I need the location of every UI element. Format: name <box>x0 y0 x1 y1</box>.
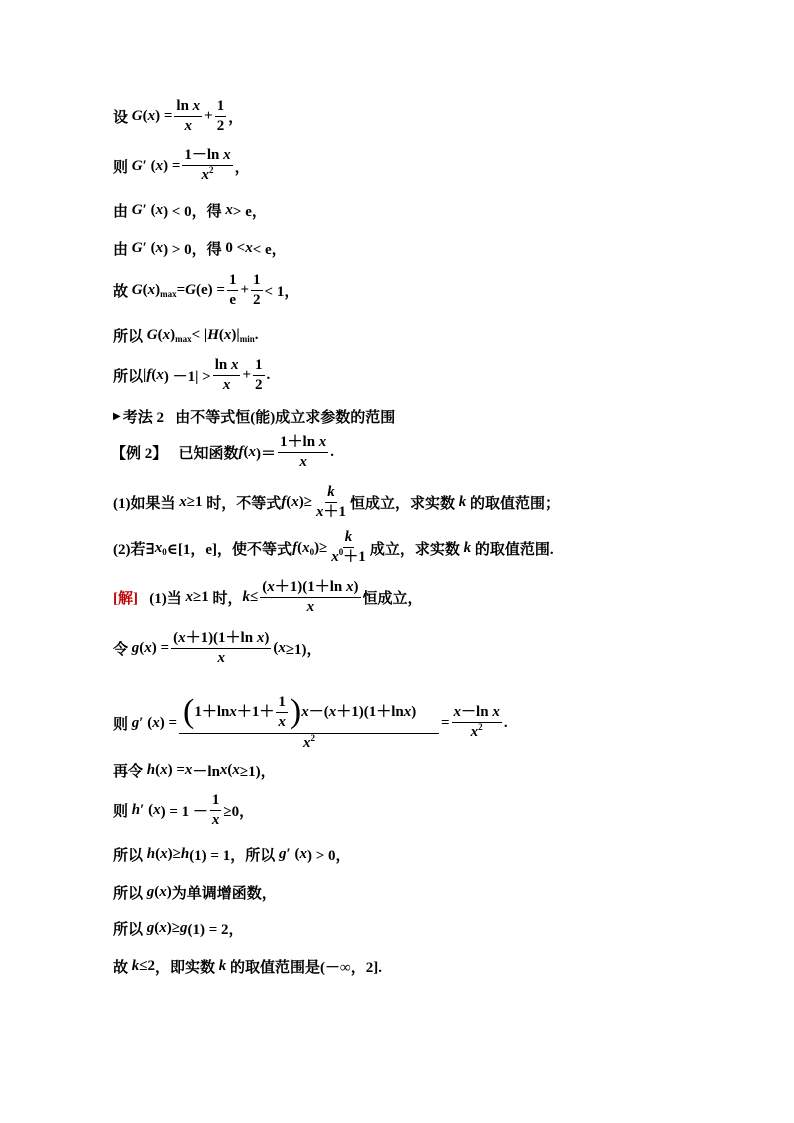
text: 所以 <box>113 885 144 902</box>
text: 令 <box>113 641 129 658</box>
text: 恒成立，求实数 <box>350 495 456 512</box>
text: 则 <box>113 803 129 820</box>
text: 的取值范围； <box>470 495 561 512</box>
question-1: (1)如果当 x ≥1 时，不等式 f ( x )≥ $\frac{k}{x+1}$ 恒成立，求实数 k 的取值范围； <box>113 483 561 520</box>
example-statement: 【例 2】 已知函数 f ( x )＝ $\frac{\text{1＋ln x}}{x}$ . <box>111 433 335 470</box>
fraction: $\frac{\text{(x＋1)(1＋ln x)}}{x}$ <box>262 578 359 615</box>
text: (1)当 <box>149 590 182 607</box>
line-compare: 所以 G ( x ) max < | H ( x )| min . <box>113 326 259 345</box>
line-g-derivative: 则 g ′ ( x ) = ( 1＋ln x ＋1＋ $\frac{1}{x}$ ) x －( x ＋1)(1＋ln x ) $x^2$ = $\frac{\text{x－ln x}}{x^2}$ . <box>113 693 508 751</box>
text: 故 <box>113 283 129 300</box>
method-label: 考法 2 <box>122 409 164 426</box>
text: 所以 <box>113 328 144 345</box>
text: 所以 <box>245 847 276 864</box>
text: 成立，求实数 <box>369 541 460 558</box>
text: 得 <box>206 241 222 258</box>
text: 故 <box>113 959 129 976</box>
text: 已知函数 <box>178 445 239 462</box>
triangle-bullet-icon: ▶ <box>113 410 121 422</box>
fraction: $\frac{1}{2}$ <box>253 271 261 308</box>
method-title: 由不等式恒(能)成立求参数的范围 <box>175 409 396 426</box>
fraction: $\frac{1}{e}$ <box>228 271 237 308</box>
example-label: 【例 2】 <box>111 445 168 462</box>
text: ∈[1，e]，使不等式 <box>166 541 293 558</box>
text: 时，不等式 <box>206 495 282 512</box>
text: 得 <box>206 203 222 220</box>
text: 由 <box>113 203 129 220</box>
line-final-answer: 故 k ≤2 ，即实数 k 的取值范围是(－∞，2]. <box>113 957 382 976</box>
big-fraction: ( 1＋ln x ＋1＋ $\frac{1}{x}$ ) x －( x ＋1)(1＋ln x ) $x^2$ <box>179 694 439 753</box>
method-heading <box>113 396 395 436</box>
text: (1)如果当 <box>113 495 176 512</box>
text: (2)若∃ <box>113 541 155 558</box>
question-2: (2)若∃ x 0 ∈[1，e]，使不等式 f ( x 0 )≥ $\frac{k}{x^0+1}$ 成立，求实数 k 的取值范围. <box>113 529 554 565</box>
text: 所以 <box>113 368 144 385</box>
line-define-g: 令 g ( x ) = $\frac{\text{(x＋1)(1＋ln x)}}{x}$ ( x ≥1)， <box>113 629 322 666</box>
text: 则 <box>113 159 129 176</box>
text: 的取值范围是(－∞，2]. <box>230 959 382 976</box>
line-conclusion-1: 所以 | f ( x ) －1| > $\frac{\text{ln x}}{x}$ + $\frac{1}{2}$ . <box>113 356 271 393</box>
line-G-derivative: 则 G ′ ( x ) = $\frac{\text{1－ln x}}{x^2}$ ， <box>113 147 250 183</box>
text: 的取值范围. <box>474 541 554 558</box>
fraction: $\frac{\text{1＋ln x}}{x}$ <box>280 433 327 470</box>
fraction: $\frac{\text{(x＋1)(1＋ln x)}}{x}$ <box>173 629 270 666</box>
text: 时， <box>212 590 243 607</box>
line-g-bound: 所以 g ( x )≥ g (1) = 2， <box>113 919 244 938</box>
line-define-G: 设 G ( x ) = $\frac{\text{ln x}}{x}$ + $\frac{1}{2}$ ， <box>113 97 244 134</box>
text: 所以 <box>113 847 144 864</box>
fraction: $\frac{\text{1－ln x}}{x^2}$ <box>184 147 231 183</box>
fraction: $\frac{1}{x}$ <box>211 791 220 828</box>
line-G-neg: 由 G ′ ( x ) < 0， 得 x > e， <box>113 201 267 220</box>
text: ，即实数 <box>155 959 216 976</box>
line-g-increasing: 所以 g ( x ) 为单调增函数， <box>113 883 277 902</box>
text: 恒成立， <box>362 590 423 607</box>
fraction: $\frac{k}{x+1}$ <box>315 483 346 520</box>
text: 再令 <box>113 763 144 780</box>
fraction: $\frac{\text{ln x}}{x}$ <box>176 97 201 134</box>
text: 设 <box>113 109 129 126</box>
solution-line-1: [解] (1)当 x ≥1 时， k ≤ $\frac{\text{(x＋1)(1＋ln x)}}{x}$ 恒成立， <box>113 578 423 615</box>
fraction: $\frac{1}{2}$ <box>255 356 263 393</box>
solution-label: [解] <box>113 590 138 607</box>
text: 所以 <box>113 921 144 938</box>
fraction: $\frac{1}{2}$ <box>216 97 225 134</box>
text: 由 <box>113 241 129 258</box>
text: 为单调增函数， <box>171 885 277 902</box>
text: 则 <box>113 716 129 733</box>
line-define-h: 再令 h ( x ) = x －ln x ( x ≥1)， <box>113 761 276 780</box>
line-h-bound: 所以 h ( x )≥ h (1) = 1， 所以 g ′ ( x ) > 0， <box>113 845 351 864</box>
fraction: $\frac{\text{x－ln x}}{x^2}$ <box>453 704 500 740</box>
line-G-max: 故 G ( x ) max = G (e) = $\frac{1}{e}$ + $\frac{1}{2}$ < 1， <box>113 271 300 308</box>
line-G-pos: 由 G ′ ( x ) > 0， 得 0 < x < e， <box>113 239 287 258</box>
fraction: $\frac{k}{x^0+1}$ <box>331 529 366 565</box>
line-h-derivative: 则 h ′ ( x ) = 1 － $\frac{1}{x}$ ≥0， <box>113 791 255 828</box>
fraction: $\frac{\text{ln x}}{x}$ <box>214 356 239 393</box>
